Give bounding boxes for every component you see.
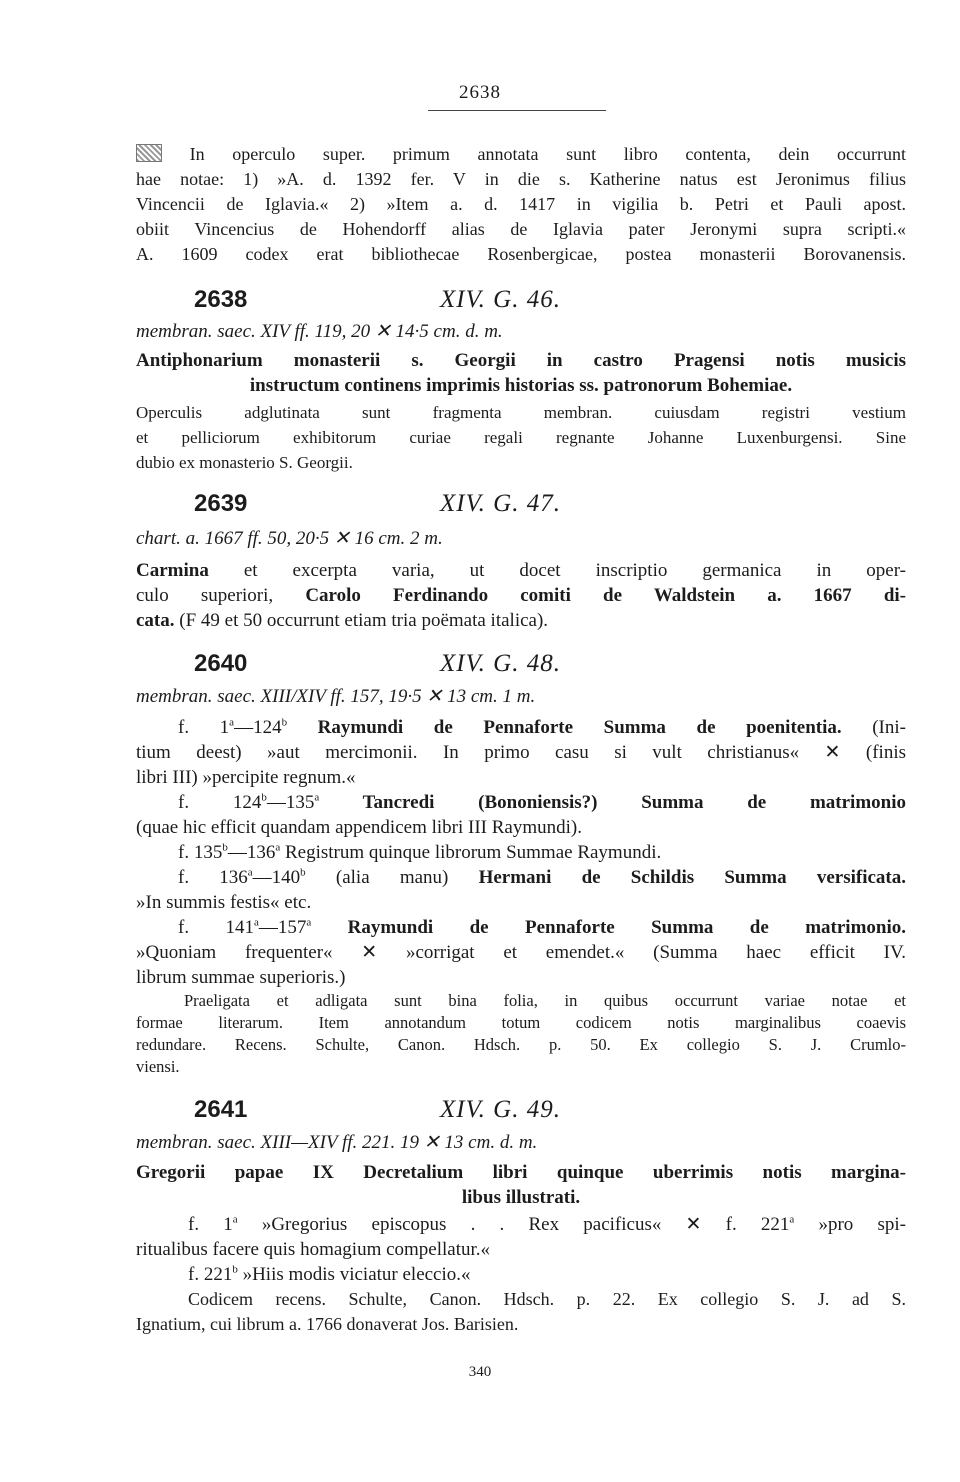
header-rule [428,110,606,111]
note-line: redundare. Recens. Schulte, Canon. Hdsch. p. 50. Ex collegio S. J. Crumlo- [136,1035,906,1054]
body-line: culo superiori, Carolo Ferdinando comiti de Waldstein a. 1667 di- [136,585,906,606]
title-line: Antiphonarium monasterii s. Georgii in castro Pragensi notis musicis [136,350,906,371]
entry-signature: XIV. G. 49. [440,1096,561,1123]
body-line: Ignatium, cui librum a. 1766 donaverat Jos. Barisien. [136,1314,519,1334]
entry-signature: XIV. G. 46. [440,286,561,313]
entry-note [136,990,906,1078]
note-line: viensi. [136,1057,180,1076]
body-line: ritualibus facere quis homagium compellatur.« [136,1239,491,1260]
intro-line: A. 1609 codex erat bibliothecae Rosenbergicae, postea monasterii Borovanensis. [136,244,906,264]
entry-signature: XIV. G. 48. [440,650,561,677]
body-line: librum summae superioris.) [136,967,346,988]
body-line: f. 136$^a$—140$^b$ (alia manu) Hermani de Schildis Summa versificata. [178,866,906,888]
entry-number: 2641 [194,1096,248,1123]
intro-paragraph [136,142,906,267]
intro-line: obiit Vincencius de Hohendorff alias de Iglavia pater Jeronymi supra scripti.« [136,219,906,239]
entry-description: chart. a. 1667 ff. 50, 20·5 ✕ 16 cm. 2 m. [136,528,443,549]
body-line: f. 1$^a$—124$^b$ Raymundi de Pennaforte Summa de poenitentia. (Ini- [178,716,906,738]
page-number-header: 2638 [459,82,501,103]
entry-body [136,558,906,633]
note-line: Operculis adglutinata sunt fragmenta membran. cuiusdam registri vestium [136,403,906,422]
title-line: instructum continens imprimis historias ss. patronorum Bohemiae. [249,375,793,396]
entry-description: membran. saec. XIII/XIV ff. 157, 19·5 ✕ 13 cm. 1 m. [136,686,536,707]
stamp-mark-icon [136,144,162,162]
body-line: Carmina et excerpta varia, ut docet inscriptio germanica in oper- [136,560,906,581]
intro-line: hae notae: 1) »A. d. 1392 fer. V in die s. Katherine natus est Jeronimus filius [136,169,906,189]
entry-body [136,715,906,990]
body-line: libri III) »percipite regnum.« [136,767,356,788]
entry-body [136,1212,906,1337]
entry-heading [136,286,906,320]
body-line: f. 124$^b$—135$^a$ Tancredi (Bononiensis?) Summa de matrimonio [178,791,907,813]
note-line: et pelliciorum exhibitorum curiae regali regnante Johanne Luxenburgensi. Sine [136,428,906,447]
entry-number: 2638 [194,286,248,313]
body-line: f. 221$^b$ »Hiis modis viciatur eleccio.« [188,1263,471,1285]
entry-title [136,1160,906,1210]
entry-heading [136,490,906,524]
entry-number: 2639 [194,490,248,517]
body-line: f. 135$^b$—136$^a$ Registrum quinque librorum Summae Raymundi. [178,841,662,863]
body-line: tium deest) »aut mercimonii. In primo casu si vult christianus« ✕ (finis [136,742,906,763]
entry-number: 2640 [194,650,248,677]
body-line: cata. (F 49 et 50 occurrunt etiam tria poëmata italica). [136,610,549,631]
title-line: Gregorii papae IX Decretalium libri quinque uberrimis notis margina- [136,1162,906,1183]
body-line: Codicem recens. Schulte, Canon. Hdsch. p. 22. Ex collegio S. J. ad S. [188,1289,906,1309]
body-line: »Quoniam frequenter« ✕ »corrigat et emendet.« (Summa haec efficit IV. [136,942,906,963]
entry-heading [136,650,906,684]
folio-number: 340 [468,1364,492,1380]
note-line: Praeligata et adligata sunt bina folia, in quibus occurrunt variae notae et [184,991,906,1010]
note-line: dubio ex monasterio S. Georgii. [136,453,353,472]
entry-description: membran. saec. XIII—XIV ff. 221. 19 ✕ 13 cm. d. m. [136,1132,538,1153]
entry-description: membran. saec. XIV ff. 119, 20 ✕ 14·5 cm. d. m. [136,321,503,342]
entry-signature: XIV. G. 47. [440,490,561,517]
intro-line: In operculo super. primum annotata sunt libro contenta, dein occurrunt [136,142,906,167]
body-line: (quae hic efficit quandam appendicem libri III Raymundi). [136,817,582,838]
intro-line: Vincencii de Iglavia.« 2) »Item a. d. 1417 in vigilia b. Petri et Pauli apost. [136,194,906,214]
entry-title [136,348,906,398]
title-line: libus illustrati. [461,1187,581,1208]
entry-note [136,400,906,475]
body-line: f. 141$^a$—157$^a$ Raymundi de Pennaforte Summa de matrimonio. [178,916,906,938]
note-line: formae literarum. Item annotandum totum codicem notis marginalibus coaevis [136,1013,906,1032]
body-line: f. 1$^a$ »Gregorius episcopus . . Rex pacificus« ✕ f. 221$^a$ »pro spi- [188,1213,906,1235]
body-line: »In summis festis« etc. [136,892,312,913]
entry-heading [136,1096,906,1130]
